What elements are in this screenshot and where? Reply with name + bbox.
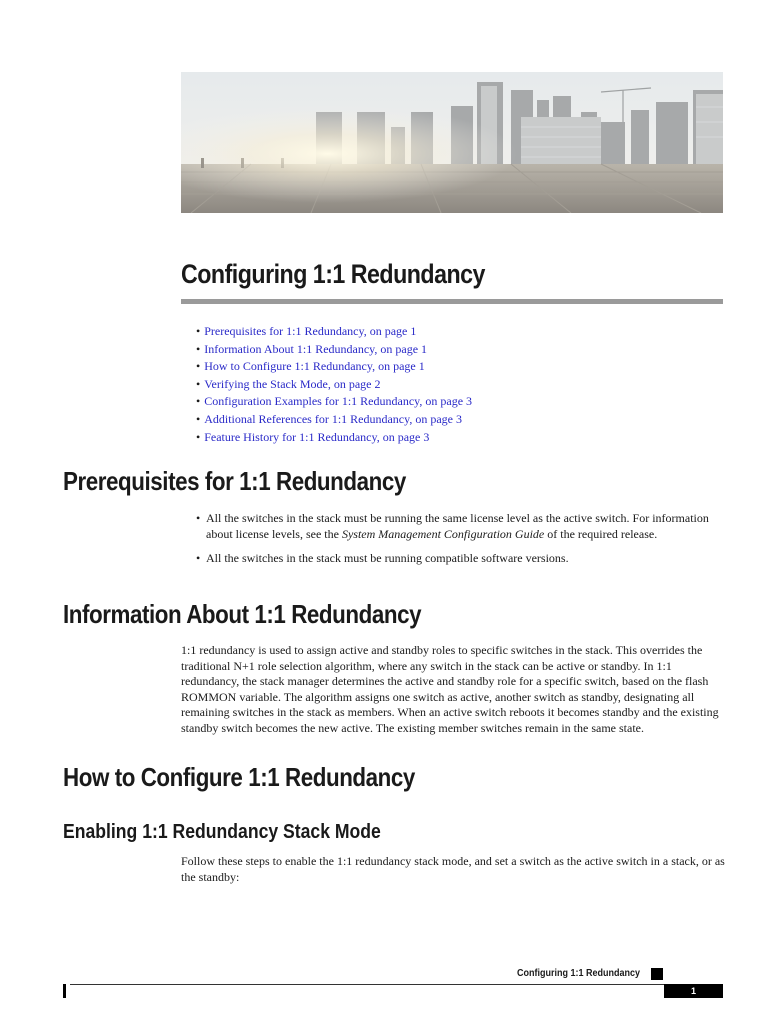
- footer-marker: [651, 968, 663, 980]
- toc-link-feature-history[interactable]: Feature History for 1:1 Redundancy, on page 3: [204, 429, 430, 444]
- toc-item: [196, 429, 472, 447]
- prerequisite-text: All the switches in the stack must be running compatible software versions.: [206, 551, 569, 565]
- subsection-heading-enabling: Enabling 1:1 Redundancy Stack Mode: [63, 821, 381, 843]
- toc-link-prerequisites[interactable]: Prerequisites for 1:1 Redundancy, on page 1: [204, 324, 417, 338]
- section-heading-how-to-configure: How to Configure 1:1 Redundancy: [63, 762, 415, 792]
- bullet-icon: •: [196, 411, 201, 426]
- chapter-toc: [196, 323, 472, 446]
- toc-item: [196, 411, 472, 429]
- toc-item: [196, 393, 472, 411]
- bullet-icon: •: [196, 324, 201, 338]
- bullet-icon: •: [196, 394, 201, 409]
- list-item: [196, 510, 726, 542]
- chapter-title: Configuring 1:1 Redundancy: [181, 259, 485, 289]
- toc-item: [196, 358, 472, 376]
- toc-link-verifying[interactable]: Verifying the Stack Mode, on page 2: [204, 376, 381, 391]
- toc-link-how-to-configure[interactable]: How to Configure 1:1 Redundancy, on page 1: [204, 359, 425, 374]
- information-paragraph: 1:1 redundancy is used to assign active and standby roles to specific switches in the stack. This overrides the traditional N+1 role selection algorithm, where any switch in the stack can be active or standby. In 1:1 redundancy, the stack manager determines the active and standby role for a specific switch, based on the flash ROMMON variable. The algorithm assigns one switch as active, another switch as standby, designating all remaining switches in the stack as members. When an active switch reboots it becomes standby and the existing standby switch becomes the new active. The existing member switches remain in the same state.: [181, 643, 719, 735]
- bullet-icon: •: [196, 376, 201, 391]
- bullet-icon: •: [196, 359, 201, 374]
- prerequisite-text: All the switches in the stack must be running the same license level as the active switch. For information about license levels, see the: [206, 511, 709, 541]
- guide-title-italic: System Management Configuration Guide: [341, 527, 545, 541]
- footer-rule: [70, 984, 664, 985]
- toc-item: [196, 323, 472, 341]
- section-heading-prerequisites: Prerequisites for 1:1 Redundancy: [63, 466, 406, 496]
- prerequisites-list: [196, 510, 726, 574]
- enabling-paragraph: Follow these steps to enable the 1:1 redundancy stack mode, and set a switch as the active switch in a stack, or as the standby:: [181, 854, 725, 884]
- bullet-icon: •: [196, 429, 201, 444]
- toc-link-information[interactable]: Information About 1:1 Redundancy, on page 1: [204, 341, 428, 356]
- toc-link-configuration-examples[interactable]: Configuration Examples for 1:1 Redundancy, on page 3: [204, 394, 473, 409]
- toc-link-additional-references[interactable]: Additional References for 1:1 Redundancy, on page 3: [204, 411, 463, 426]
- prerequisite-text-suffix: of the required release.: [544, 527, 658, 541]
- section-heading-information: Information About 1:1 Redundancy: [63, 599, 422, 629]
- chapter-banner-image: [181, 72, 723, 213]
- bullet-icon: •: [196, 341, 201, 356]
- footer-chapter-title: Configuring 1:1 Redundancy: [516, 968, 640, 979]
- list-item: [196, 550, 726, 566]
- footer-left-tick: [63, 984, 66, 998]
- page-number: 1: [664, 984, 723, 998]
- toc-item: [196, 341, 472, 359]
- toc-item: [196, 376, 472, 394]
- chapter-title-rule: [181, 299, 723, 304]
